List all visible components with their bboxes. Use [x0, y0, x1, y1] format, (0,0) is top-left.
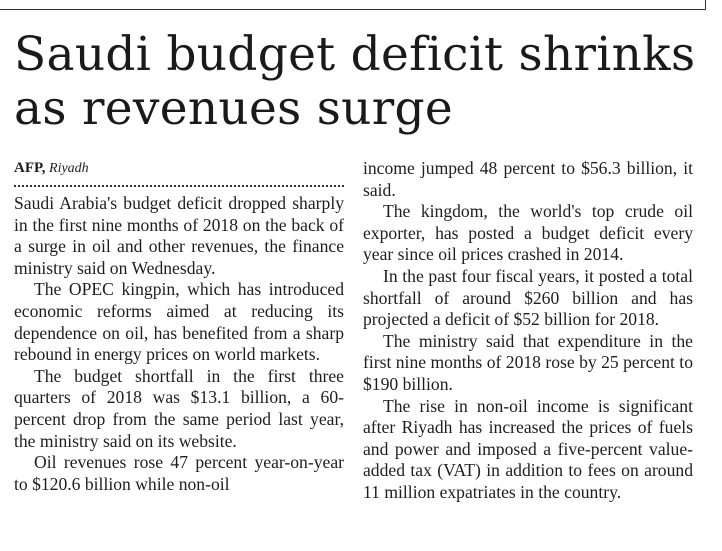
paragraph: The budget shortfall in the first three quarters of 2018 was $13.1 billion, a 60-percent drop from the same period last year, the ministry said on its website. [14, 365, 344, 451]
paragraph: The rise in non-oil income is significant after Riyadh has increased the prices of fuels and power and imposed a five-percent value-added tax (VAT) in addition to fees on around 11 million expatriates in the country. [363, 395, 693, 502]
article-column-left [14, 158, 344, 495]
paragraph: The kingdom, the world's top crude oil exporter, has posted a budget deficit every year since oil prices crashed in 2014. [363, 201, 693, 265]
headline: Saudi budget deficit shrinks as revenues surge [14, 27, 696, 136]
paragraph: Saudi Arabia's budget deficit dropped sharply in the first nine months of 2018 on the back of a surge in oil and other revenues, the finance ministry said on Wednesday. [14, 193, 344, 278]
byline [14, 158, 344, 179]
paragraph: The ministry said that expenditure in the first nine months of 2018 rose by 25 percent to $190 billion. [363, 330, 693, 394]
byline-divider [14, 179, 344, 187]
top-rule [0, 0, 706, 10]
paragraph: The OPEC kingpin, which has introduced economic reforms aimed at reducing its dependence on oil, has benefited from a sharp rebound in energy prices on world markets. [14, 279, 344, 365]
article-column-right [363, 158, 693, 504]
byline-agency: AFP, [14, 160, 46, 176]
paragraph: In the past four fiscal years, it posted a total shortfall of around $260 billion and has projected a deficit of $52 billion for 2018. [363, 265, 693, 330]
paragraph: Oil revenues rose 47 percent year-on-year to $120.6 billion while non-oil [14, 452, 344, 494]
paragraph: income jumped 48 percent to $56.3 billion, it said. [363, 158, 693, 200]
byline-place: Riyadh [49, 161, 89, 176]
